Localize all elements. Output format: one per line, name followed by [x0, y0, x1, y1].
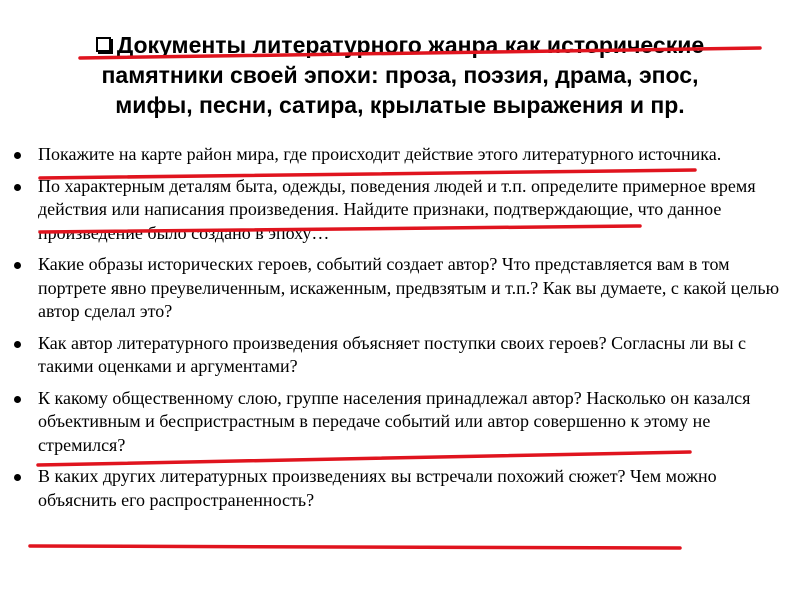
- bullet-dot-icon: [14, 474, 21, 481]
- title-line-1-text: Документы литературного жанра как исторические: [116, 32, 705, 58]
- bullet-dot-icon: [14, 262, 21, 269]
- list-item: [14, 465, 784, 512]
- question-list: [14, 143, 784, 520]
- list-item: [14, 387, 784, 458]
- bullet-dot-icon: [14, 396, 21, 403]
- title-line-2: памятники своей эпохи: проза, поэзия, драма, эпос,: [101, 62, 699, 88]
- list-item: [14, 143, 784, 167]
- checkbox-icon: [96, 37, 111, 52]
- list-item-text: В каких других литературных произведениях вы встречали похожий сюжет? Чем можно объяснить его распространенность?: [38, 466, 717, 510]
- list-item-text: Какие образы исторических героев, событий создает автор? Что представляется вам в том портрете явно преувеличенным, искаженным, предвзятым и т.п.? Как вы думаете, с какой целью автор сделал это?: [38, 254, 780, 321]
- bullet-dot-icon: [14, 341, 21, 348]
- list-item: [14, 253, 784, 324]
- list-item-text: К какому общественному слою, группе населения принадлежал автор? Насколько он казался объективным и беспристрастным в передаче событий или автор совершенно к этому не стремился?: [38, 387, 751, 455]
- bullet-dot-icon: [14, 152, 21, 159]
- slide-title: [60, 30, 740, 120]
- bullet-dot-icon: [14, 184, 21, 191]
- list-item-text: По характерным деталям быта, одежды, поведения людей и т.п. определите примерное время действия или написания произведения. Найдите признаки, подтверждающие, что данное произведение было создано в эпоху…: [38, 175, 756, 243]
- title-line-3: мифы, песни, сатира, крылатые выражения и пр.: [115, 92, 685, 118]
- list-item: [14, 175, 784, 246]
- bullet-6-underline: [30, 546, 680, 548]
- list-item: [14, 332, 784, 379]
- list-item-text: Как автор литературного произведения объясняет поступки своих героев? Согласны ли вы с такими оценками и аргументами?: [38, 332, 747, 376]
- title-line-1: [60, 30, 740, 60]
- list-item-text: Покажите на карте район мира, где происходит действие этого литературного источника.: [38, 144, 722, 164]
